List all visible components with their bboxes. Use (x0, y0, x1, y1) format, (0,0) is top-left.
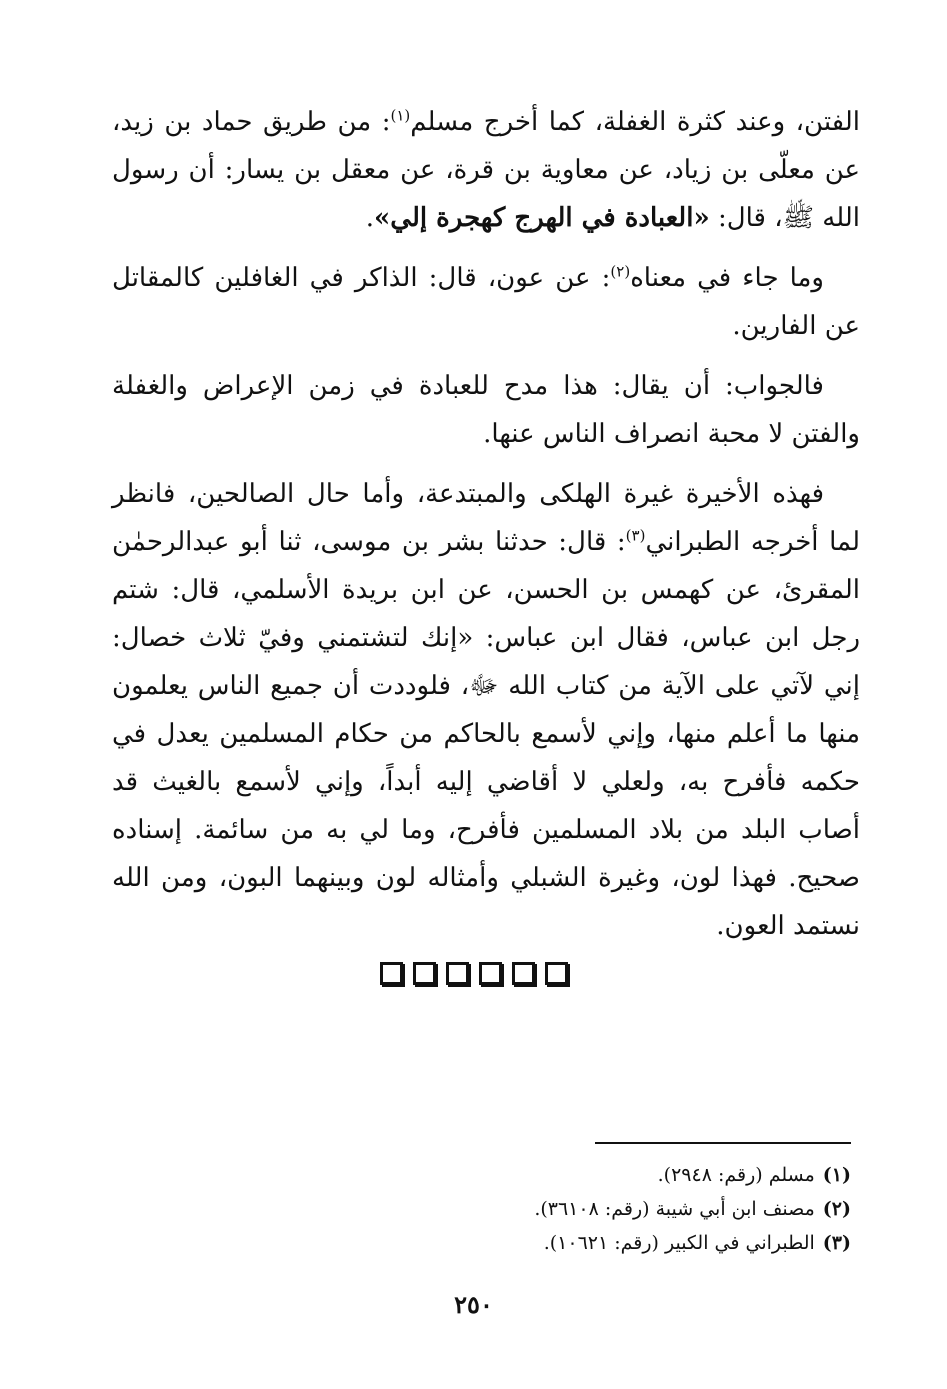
separator-box-icon (380, 962, 403, 985)
footnote-3 (251, 1226, 851, 1260)
footnote-divider (595, 1142, 851, 1144)
footnote-text: الطبراني في الكبير (رقم: ١٠٦٢١). (543, 1232, 815, 1254)
footnote-2 (251, 1192, 851, 1226)
footnote-reference-2: (٢) (610, 262, 631, 281)
footnote-number: (٣) (822, 1232, 851, 1254)
paragraph-text: فهذه الأخيرة غيرة الهلكى والمبتدعة، وأما حال الصالحين، فانظر لما أخرجه الطبراني (112, 479, 860, 557)
paragraph-text: الفتن، وعند كثرة الغفلة، كما أخرج مسلم (410, 107, 860, 137)
footnote-text: مصنف ابن أبي شيبة (رقم: ٣٦١٠٨). (534, 1198, 815, 1220)
section-separator (0, 962, 947, 985)
footnote-reference-3: (٣) (625, 526, 646, 545)
footnote-number: (١) (822, 1164, 851, 1186)
paragraph-1 (112, 98, 860, 242)
footnote-text: مسلم (رقم: ٢٩٤٨). (657, 1164, 815, 1186)
paragraph-3 (112, 362, 860, 458)
paragraph-text: : قال: حدثنا بشر بن موسى، ثنا أبو عبدالرحمٰن المقرئ، عن كهمس بن الحسن، عن ابن بريدة الأسلمي، قال: شتم رجل ابن عباس، فقال ابن عباس: «إنك لتشتمني وفيّ ثلاث خصال: إني لآتي على الآية من كتاب الله ﷻ، فلوددت أن جميع الناس يعلمون منها ما أعلم منها، وإني لأسمع بالحاكم من حكام المسلمين يعدل في حكمه فأفرح به، ولعلي لا أقاضي إليه أبداً، وإني لأسمع بالغيث قد أصاب البلد من بلاد المسلمين فأفرح، وما لي به من سائمة. إسناده صحيح. فهذا لون، وغيرة الشبلي وأمثاله لون وبينهما البون، ومن الله نستمد العون. (112, 527, 860, 941)
paragraph-4 (112, 470, 860, 950)
separator-box-icon (413, 962, 436, 985)
main-text (112, 98, 860, 962)
page-number: ٢٥٠ (454, 1290, 493, 1319)
hadith-quote: «العبادة في الهرج كهجرة إلي» (374, 203, 710, 233)
separator-box-icon (512, 962, 535, 985)
footnote-reference-1: (١) (390, 106, 411, 125)
separator-box-icon (479, 962, 502, 985)
separator-box-icon (446, 962, 469, 985)
footnote-1 (251, 1158, 851, 1192)
paragraph-text: فالجواب: أن يقال: هذا مدح للعبادة في زمن الإعراض والغفلة والفتن لا محبة انصراف الناس عنها. (112, 371, 860, 449)
paragraph-text: . (365, 203, 375, 233)
paragraph-2 (112, 254, 860, 350)
paragraph-text: : عن عون، قال: الذاكر في الغافلين كالمقاتل عن الفارين. (112, 263, 860, 341)
footnotes (251, 1158, 851, 1260)
paragraph-text: وما جاء في معناه (630, 263, 824, 293)
footnote-number: (٢) (822, 1198, 851, 1220)
separator-box-icon (545, 962, 568, 985)
paragraph-text: : من طريق حماد بن زيد، عن معلّى بن زياد، عن معاوية بن قرة، عن معقل بن يسار: أن رسول الله ﷺ، قال: (112, 107, 860, 233)
